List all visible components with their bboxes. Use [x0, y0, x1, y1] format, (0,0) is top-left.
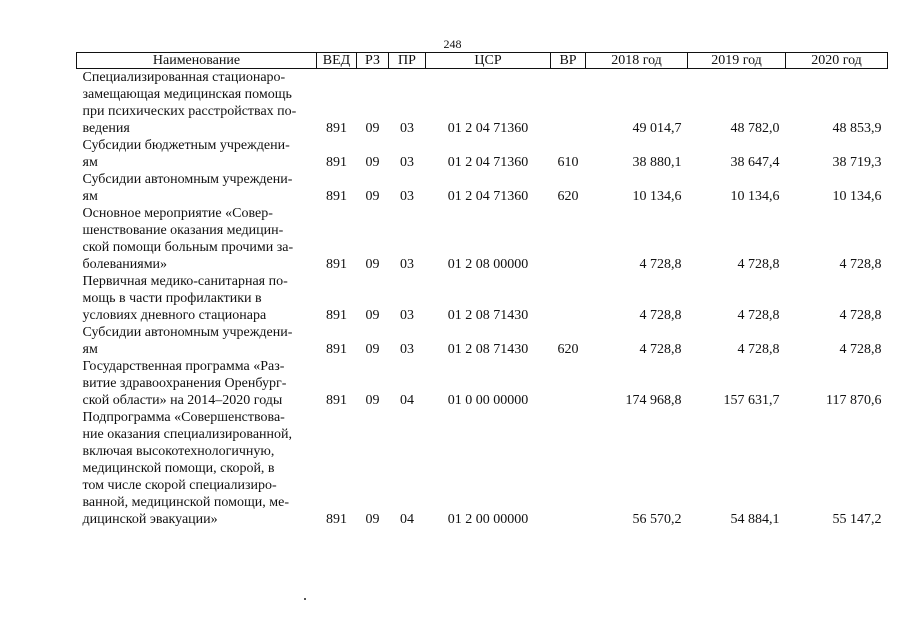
cell-vr [551, 69, 586, 138]
cell-2018: 4 728,8 [639, 342, 682, 357]
cell-vr: 610 [557, 155, 579, 170]
cell-pr: 04 [400, 512, 414, 527]
name-line: ям [82, 342, 98, 357]
table-row [77, 324, 888, 358]
cell-name [77, 324, 317, 358]
name-line: ние оказания специализированной, [82, 427, 293, 442]
cell-pr: 03 [400, 257, 414, 272]
table-row [77, 205, 888, 273]
cell-vr [551, 409, 586, 528]
name-line: ям [82, 189, 98, 204]
cell-pr: 03 [400, 155, 414, 170]
cell-name [77, 358, 317, 409]
cell-pr: 03 [400, 189, 414, 204]
cell-name [77, 137, 317, 171]
cell-csr: 01 2 00 00000 [447, 512, 529, 527]
cell-rz: 09 [365, 393, 380, 408]
cell-pr: 03 [400, 308, 414, 323]
header-rz: РЗ [357, 53, 389, 69]
name-line: дицинской эвакуации» [82, 512, 218, 527]
cell-rz: 09 [365, 121, 380, 136]
cell-2020: 117 870,6 [826, 393, 882, 408]
table-row [77, 137, 888, 171]
page-number: 248 [443, 37, 462, 51]
cell-rz: 09 [365, 308, 380, 323]
cell-2019: 54 884,1 [730, 512, 780, 527]
cell-2019: 10 134,6 [730, 189, 780, 204]
cell-2018: 38 880,1 [632, 155, 682, 170]
cell-vr: 620 [557, 189, 579, 204]
cell-vr [551, 273, 586, 324]
name-line: Специализированная стационаро- [82, 70, 286, 85]
header-vr: ВР [551, 53, 586, 69]
cell-csr: 01 2 04 71360 [447, 189, 529, 204]
cell-name [77, 69, 317, 138]
name-line: Субсидии автономным учреждени- [82, 325, 293, 340]
cell-2020: 10 134,6 [832, 189, 882, 204]
name-line: Субсидии бюджетным учреждени- [82, 138, 290, 153]
cell-ved: 891 [326, 257, 347, 272]
cell-2019: 4 728,8 [737, 308, 780, 323]
cell-2018: 10 134,6 [632, 189, 682, 204]
cell-rz: 09 [365, 257, 380, 272]
cell-vr [551, 358, 586, 409]
name-line: ской области» на 2014–2020 годы [82, 393, 283, 408]
cell-2020: 48 853,9 [832, 121, 882, 136]
table-row [77, 358, 888, 409]
header-pr: ПР [389, 53, 426, 69]
cell-ved: 891 [326, 342, 347, 357]
name-line: шенствование оказания медицин- [82, 223, 284, 238]
cell-ved: 891 [326, 512, 347, 527]
table-row [77, 171, 888, 205]
name-line: медицинской помощи, скорой, в [82, 461, 275, 476]
cell-ved: 891 [326, 121, 347, 136]
cell-ved: 891 [326, 393, 347, 408]
cell-name [77, 205, 317, 273]
cell-2019: 48 782,0 [730, 121, 780, 136]
cell-2020: 4 728,8 [839, 257, 882, 272]
cell-2018: 4 728,8 [639, 308, 682, 323]
name-line: ванной, медицинской помощи, ме- [82, 495, 289, 510]
cell-csr: 01 2 08 00000 [447, 257, 529, 272]
name-line: том числе скорой специализиро- [82, 478, 277, 493]
header-2018: 2018 год [586, 53, 688, 69]
cell-name [77, 409, 317, 528]
table-row [77, 69, 888, 138]
cell-csr: 01 2 08 71430 [447, 308, 529, 323]
name-line: при психических расстройствах по- [82, 104, 297, 119]
cell-2018: 49 014,7 [632, 121, 682, 136]
cell-2018: 4 728,8 [639, 257, 682, 272]
cell-2019: 4 728,8 [737, 342, 780, 357]
cell-2020: 38 719,3 [832, 155, 882, 170]
name-line: замещающая медицинская помощь [82, 87, 292, 102]
cell-2019: 38 647,4 [730, 155, 780, 170]
table-row [77, 273, 888, 324]
header-csr: ЦСР [426, 53, 551, 69]
stray-dot [304, 598, 306, 600]
name-line: ям [82, 155, 98, 170]
budget-table [76, 52, 888, 528]
cell-2018: 56 570,2 [632, 512, 682, 527]
header-row [77, 53, 888, 69]
cell-2019: 157 631,7 [723, 393, 780, 408]
cell-2018: 174 968,8 [625, 393, 682, 408]
name-line: мощь в части профилактики в [82, 291, 262, 306]
cell-ved: 891 [326, 308, 347, 323]
header-2019: 2019 год [688, 53, 786, 69]
cell-2020: 4 728,8 [839, 342, 882, 357]
name-line: витие здравоохранения Оренбург- [82, 376, 287, 391]
cell-name [77, 171, 317, 205]
cell-csr: 01 2 04 71360 [447, 121, 529, 136]
cell-2019: 4 728,8 [737, 257, 780, 272]
name-line: Первичная медико-санитарная по- [82, 274, 288, 289]
cell-rz: 09 [365, 512, 380, 527]
name-line: Основное мероприятие «Совер- [82, 206, 273, 221]
cell-ved: 891 [326, 189, 347, 204]
cell-csr: 01 2 08 71430 [447, 342, 529, 357]
cell-pr: 03 [400, 342, 414, 357]
name-line: Государственная программа «Раз- [82, 359, 285, 374]
cell-csr: 01 0 00 00000 [447, 393, 529, 408]
cell-vr [551, 205, 586, 273]
cell-vr: 620 [557, 342, 579, 357]
name-line: ской помощи больным прочими за- [82, 240, 294, 255]
header-name: Наименование [77, 53, 317, 69]
table-header [77, 53, 888, 69]
cell-pr: 03 [400, 121, 414, 136]
header-ved: ВЕД [317, 53, 357, 69]
cell-2020: 4 728,8 [839, 308, 882, 323]
name-line: ведения [82, 121, 130, 136]
table-row [77, 409, 888, 528]
cell-pr: 04 [400, 393, 414, 408]
cell-name [77, 273, 317, 324]
name-line: болеваниями» [82, 257, 168, 272]
name-line: условиях дневного стационара [82, 308, 267, 323]
cell-rz: 09 [365, 342, 380, 357]
cell-rz: 09 [365, 189, 380, 204]
cell-csr: 01 2 04 71360 [447, 155, 529, 170]
cell-2020: 55 147,2 [832, 512, 882, 527]
cell-ved: 891 [326, 155, 347, 170]
name-line: Субсидии автономным учреждени- [82, 172, 293, 187]
header-2020: 2020 год [786, 53, 888, 69]
cell-rz: 09 [365, 155, 380, 170]
name-line: включая высокотехнологичную, [82, 444, 275, 459]
name-line: Подпрограмма «Совершенствова- [82, 410, 285, 425]
table-body [77, 69, 888, 529]
